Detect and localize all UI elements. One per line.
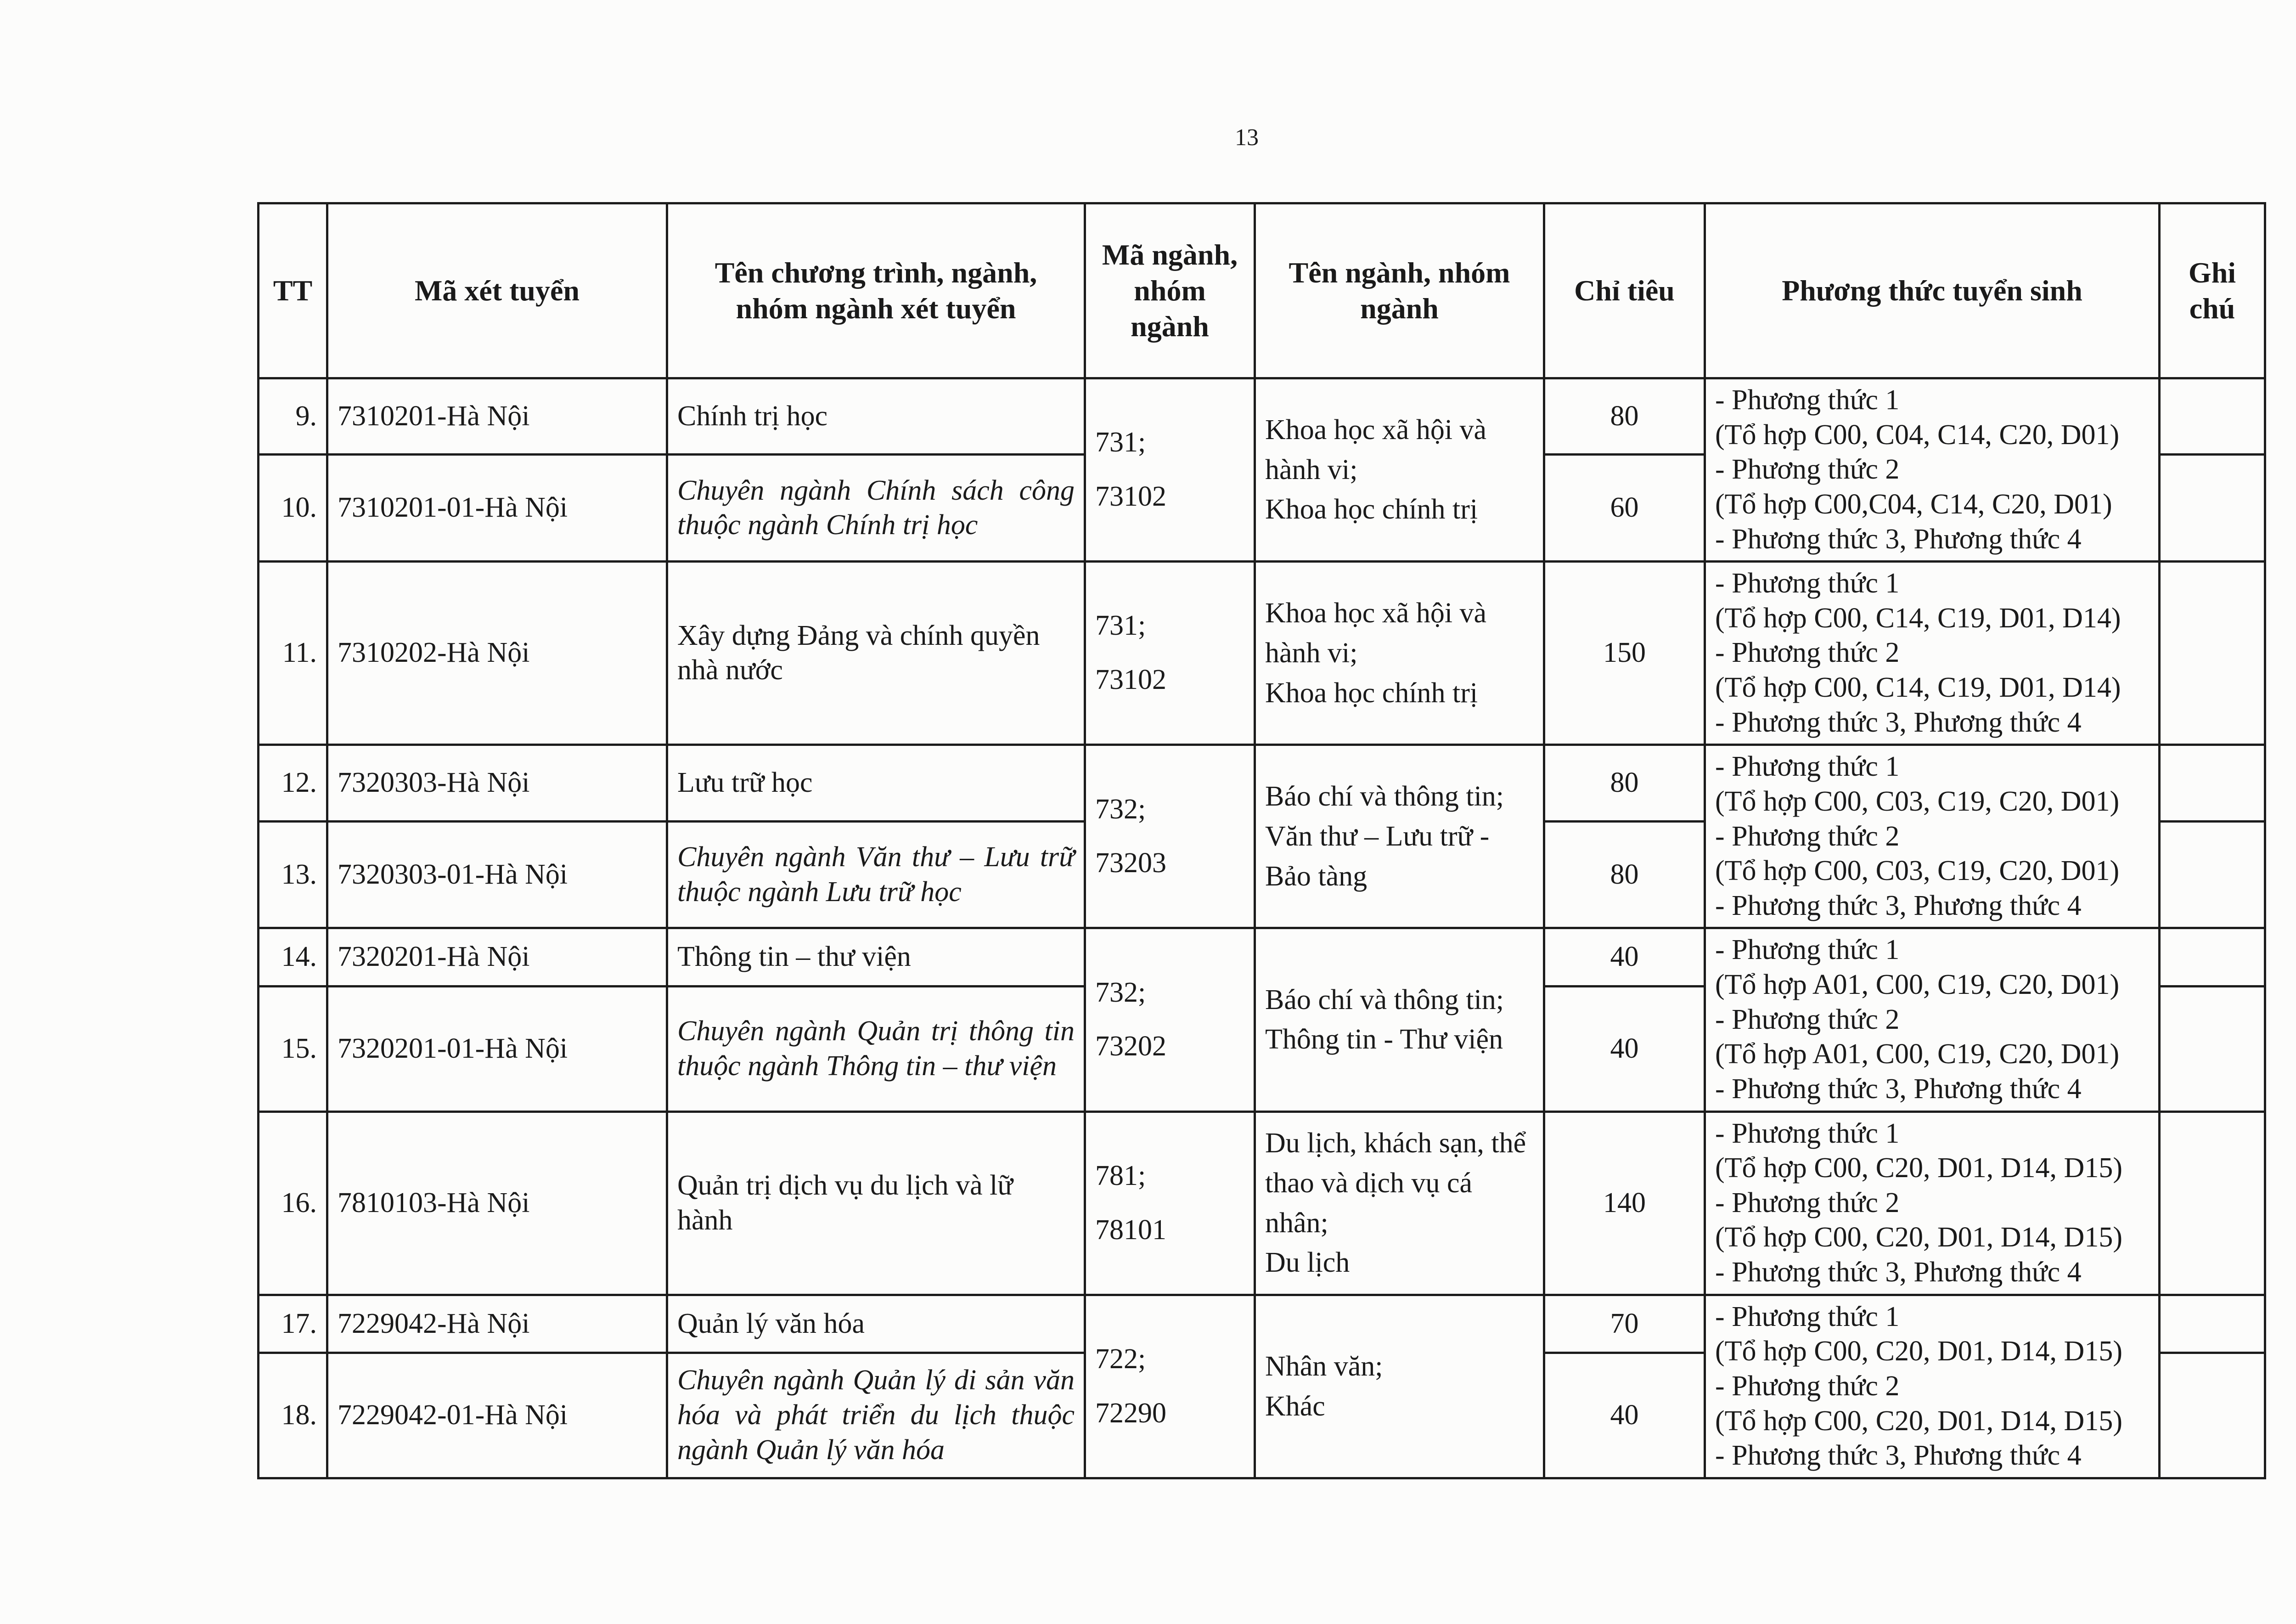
method-line: (Tổ hợp C00, C20, D01, D14, D15): [1715, 1405, 2122, 1437]
header-ma-xet-tuyen: Mã xét tuyển: [327, 203, 667, 378]
row-number: 10.: [259, 455, 327, 562]
major-name-cell: [1255, 745, 1544, 928]
method-line: - Phương thức 3, Phương thức 4: [1715, 523, 2082, 555]
major-code-line: 731;: [1095, 427, 1146, 458]
method-line: - Phương thức 3, Phương thức 4: [1715, 1440, 2082, 1472]
admission-methods-cell: [1705, 562, 2160, 745]
program-name: Quản trị dịch vụ du lịch và lữ hành: [667, 1111, 1085, 1295]
major-name-line: Khoa học xã hội và hành vi;: [1265, 597, 1487, 669]
major-name-cell: [1255, 1295, 1544, 1478]
row-number: 12.: [259, 745, 327, 821]
row-number: 15.: [259, 986, 327, 1111]
quota: 40: [1544, 986, 1705, 1111]
admission-code: 7810103-Hà Nội: [327, 1111, 667, 1295]
program-name: Lưu trữ học: [667, 745, 1085, 821]
note-cell: [2160, 455, 2265, 562]
table-row: [259, 1295, 2265, 1353]
header-tt: TT: [259, 203, 327, 378]
major-code-line: 73102: [1095, 664, 1166, 696]
major-code-line: 732;: [1095, 976, 1146, 1008]
admission-code: 7320303-Hà Nội: [327, 745, 667, 821]
row-number: 16.: [259, 1111, 327, 1295]
major-code-line: 78101: [1095, 1214, 1166, 1246]
header-chi-tieu: Chỉ tiêu: [1544, 203, 1705, 378]
quota: 80: [1544, 378, 1705, 455]
major-name-line: Khoa học xã hội và hành vi;: [1265, 414, 1487, 485]
method-line: (Tổ hợp A01, C00, C19, C20, D01): [1715, 969, 2120, 1000]
major-code-cell: [1085, 928, 1255, 1111]
quota: 140: [1544, 1111, 1705, 1295]
admission-code: 7310201-Hà Nội: [327, 378, 667, 455]
table-row: [259, 378, 2265, 455]
admission-code: 7310201-01-Hà Nội: [327, 455, 667, 562]
quota: 60: [1544, 455, 1705, 562]
row-number: 9.: [259, 378, 327, 455]
major-name-line: Báo chí và thông tin;: [1265, 984, 1504, 1015]
major-code-cell: [1085, 378, 1255, 562]
major-name-line: Báo chí và thông tin;: [1265, 781, 1504, 812]
admission-methods-cell: [1705, 378, 2160, 562]
row-number: 11.: [259, 562, 327, 745]
method-line: - Phương thức 1: [1715, 934, 1900, 966]
method-line: - Phương thức 2: [1715, 1004, 1900, 1035]
method-line: (Tổ hợp C00, C03, C19, C20, D01): [1715, 785, 2120, 817]
major-name-line: Du lịch, khách sạn, thể thao và dịch vụ cá nhân;: [1265, 1127, 1526, 1239]
method-line: - Phương thức 2: [1715, 454, 1900, 485]
major-code-line: 722;: [1095, 1343, 1146, 1375]
page-number: 13: [1235, 124, 1259, 151]
admission-code: 7229042-Hà Nội: [327, 1295, 667, 1353]
method-line: - Phương thức 3, Phương thức 4: [1715, 1073, 2082, 1105]
method-line: (Tổ hợp C00, C20, D01, D14, D15): [1715, 1222, 2122, 1253]
header-row: [259, 203, 2265, 378]
program-name: Xây dựng Đảng và chính quyền nhà nước: [667, 562, 1085, 745]
quota: 80: [1544, 745, 1705, 821]
program-name: Quản lý văn hóa: [667, 1295, 1085, 1353]
major-name-cell: [1255, 928, 1544, 1111]
major-code-line: 73202: [1095, 1031, 1166, 1062]
program-name: Chuyên ngành Chính sách công thuộc ngành Chính trị học: [667, 455, 1085, 562]
major-code-line: 72290: [1095, 1397, 1166, 1429]
row-number: 14.: [259, 928, 327, 986]
method-line: - Phương thức 1: [1715, 384, 1900, 416]
admission-methods-cell: [1705, 745, 2160, 928]
major-name-line: Văn thư – Lưu trữ - Bảo tàng: [1265, 820, 1490, 892]
major-code-cell: [1085, 745, 1255, 928]
note-cell: [2160, 562, 2265, 745]
major-code-line: 73203: [1095, 847, 1166, 879]
program-name: Chính trị học: [667, 378, 1085, 455]
program-name: Chuyên ngành Quản trị thông tin thuộc ngành Thông tin – thư viện: [667, 986, 1085, 1111]
major-name-cell: [1255, 378, 1544, 562]
header-ten-chuong-trinh: Tên chương trình, ngành, nhóm ngành xét tuyển: [667, 203, 1085, 378]
note-cell: [2160, 745, 2265, 821]
admission-code: 7229042-01-Hà Nội: [327, 1353, 667, 1478]
method-line: - Phương thức 1: [1715, 751, 1900, 783]
major-code-line: 732;: [1095, 793, 1146, 825]
note-cell: [2160, 986, 2265, 1111]
major-name-cell: [1255, 1111, 1544, 1295]
method-line: - Phương thức 1: [1715, 1117, 1900, 1149]
quota: 70: [1544, 1295, 1705, 1353]
admission-code: 7320303-01-Hà Nội: [327, 821, 667, 928]
method-line: - Phương thức 2: [1715, 820, 1900, 852]
quota: 80: [1544, 821, 1705, 928]
admission-code: 7310202-Hà Nội: [327, 562, 667, 745]
table-row: [259, 1111, 2265, 1295]
header-ma-nganh: Mã ngành, nhóm ngành: [1085, 203, 1255, 378]
note-cell: [2160, 928, 2265, 986]
method-line: (Tổ hợp C00, C14, C19, D01, D14): [1715, 672, 2121, 703]
major-code-line: 731;: [1095, 610, 1146, 642]
method-line: (Tổ hợp C00, C20, D01, D14, D15): [1715, 1336, 2122, 1367]
admission-methods-cell: [1705, 928, 2160, 1111]
program-name: Thông tin – thư viện: [667, 928, 1085, 986]
admission-code: 7320201-Hà Nội: [327, 928, 667, 986]
major-code-cell: [1085, 1295, 1255, 1478]
table-row: [259, 745, 2265, 821]
quota: 40: [1544, 1353, 1705, 1478]
row-number: 17.: [259, 1295, 327, 1353]
major-name-line: Nhân văn;: [1265, 1350, 1383, 1382]
method-line: - Phương thức 1: [1715, 1301, 1900, 1332]
major-name-line: Thông tin - Thư viện: [1265, 1024, 1503, 1055]
method-line: (Tổ hợp C00, C04, C14, C20, D01): [1715, 419, 2120, 451]
method-line: (Tổ hợp C00, C20, D01, D14, D15): [1715, 1152, 2122, 1184]
table-row: [259, 928, 2265, 986]
note-cell: [2160, 378, 2265, 455]
major-name-line: Khác: [1265, 1390, 1325, 1422]
table-row: [259, 562, 2265, 745]
note-cell: [2160, 821, 2265, 928]
method-line: (Tổ hợp C00,C04, C14, C20, D01): [1715, 488, 2112, 520]
note-cell: [2160, 1295, 2265, 1353]
note-cell: [2160, 1111, 2265, 1295]
method-line: (Tổ hợp C00, C03, C19, C20, D01): [1715, 855, 2120, 887]
method-line: - Phương thức 1: [1715, 568, 1900, 599]
quota: 150: [1544, 562, 1705, 745]
header-ten-nganh: Tên ngành, nhóm ngành: [1255, 203, 1544, 378]
row-number: 18.: [259, 1353, 327, 1478]
admission-code: 7320201-01-Hà Nội: [327, 986, 667, 1111]
quota: 40: [1544, 928, 1705, 986]
admission-methods-cell: [1705, 1111, 2160, 1295]
major-name-line: Khoa học chính trị: [1265, 677, 1478, 709]
method-line: (Tổ hợp A01, C00, C19, C20, D01): [1715, 1038, 2120, 1070]
method-line: - Phương thức 2: [1715, 1187, 1900, 1218]
major-name-line: Khoa học chính trị: [1265, 494, 1478, 525]
major-code-line: 781;: [1095, 1160, 1146, 1191]
method-line: - Phương thức 2: [1715, 637, 1900, 669]
admission-methods-cell: [1705, 1295, 2160, 1478]
header-phuong-thuc: Phương thức tuyển sinh: [1705, 203, 2160, 378]
major-name-line: Du lịch: [1265, 1247, 1350, 1279]
major-name-cell: [1255, 562, 1544, 745]
major-code-cell: [1085, 1111, 1255, 1295]
method-line: (Tổ hợp C00, C14, C19, D01, D14): [1715, 602, 2121, 634]
method-line: - Phương thức 3, Phương thức 4: [1715, 706, 2082, 738]
major-code-cell: [1085, 562, 1255, 745]
header-ghi-chu: Ghi chú: [2160, 203, 2265, 378]
row-number: 13.: [259, 821, 327, 928]
method-line: - Phương thức 3, Phương thức 4: [1715, 890, 2082, 921]
major-code-line: 73102: [1095, 481, 1166, 513]
program-name: Chuyên ngành Văn thư – Lưu trữ thuộc ngành Lưu trữ học: [667, 821, 1085, 928]
program-name: Chuyên ngành Quản lý di sản văn hóa và phát triển du lịch thuộc ngành Quản lý văn hóa: [667, 1353, 1085, 1478]
method-line: - Phương thức 2: [1715, 1370, 1900, 1402]
method-line: - Phương thức 3, Phương thức 4: [1715, 1257, 2082, 1288]
admissions-table: [257, 202, 2266, 1479]
note-cell: [2160, 1353, 2265, 1478]
